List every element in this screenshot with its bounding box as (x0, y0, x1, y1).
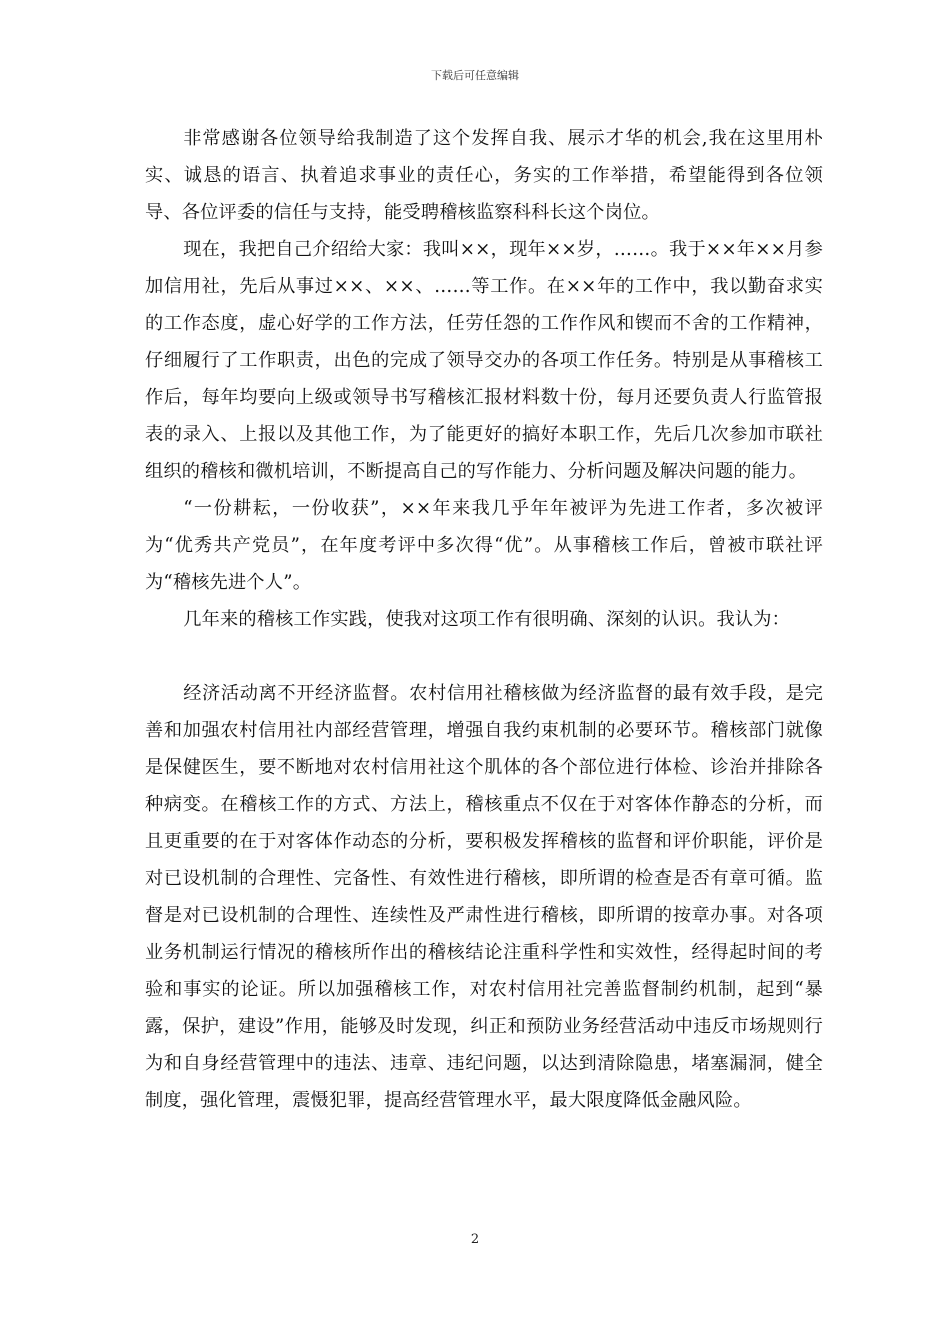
page-header: 下载后可任意编辑 (431, 69, 519, 82)
page-number: 2 (470, 1232, 480, 1247)
paragraph-spacer (145, 638, 823, 675)
paragraph-intro: 非常感谢各位领导给我制造了这个发挥自我、展示才华的机会,我在这里用朴实、诚恳的语言、执着追求事业的责任心，务实的工作举措，希望能得到各位领导、各位评委的信任与支持，能受聘稽核监察科科长这个岗位。 (145, 128, 823, 223)
paragraph-audit-importance: 经济活动离不开经济监督。农村信用社稽核做为经济监督的最有效手段，是完善和加强农村信用社内部经营管理，增强自我约束机制的必要环节。稽核部门就像是保健医生，要不断地对农村信用社这个肌体的各个部位进行体检、诊治并排除各种病变。在稽核工作的方式、方法上，稽核重点不仅在于对客体作静态的分析，而且更重要的在于对客体作动态的分析，要积极发挥稽核的监督和评价职能，评价是对已设机制的合理性、完备性、有效性进行稽核，即所谓的检查是否有章可循。监督是对已设机制的合理性、连续性及严肃性进行稽核，即所谓的按章办事。对各项业务机制运行情况的稽核所作出的稽核结论注重科学性和实效性，经得起时间的考验和事实的论证。所以加强稽核工作，对农村信用社完善监督制约机制，起到“暴露，保护，建设”作用，能够及时发现，纠正和预防业务经营活动中违反市场规则行为和自身经营管理中的违法、违章、违纪问题，以达到清除隐患，堵塞漏洞，健全制度，强化管理，震慑犯罪，提高经营管理水平，最大限度降低金融风险。 (145, 683, 823, 1111)
paragraph-understanding: 几年来的稽核工作实践，使我对这项工作有很明确、深刻的认识。我认为： (183, 609, 791, 630)
paragraph-self-introduction: 现在，我把自己介绍给大家：我叫××，现年××岁，……。我于××年××月参加信用社，先后从事过××、××、……等工作。在××年的工作中，我以勤奋求实的工作态度，虚心好学的工作方法，任劳任怨的工作作风和锲而不舍的工作精神，仔细履行了工作职责，出色的完成了领导交办的各项工作任务。特别是从事稽核工作后，每年均要向上级或领导书写稽核汇报材料数十份，每月还要负责人行监管报表的录入、上报以及其他工作，为了能更好的搞好本职工作，先后几次参加市联社组织的稽核和微机培训，不断提高自己的写作能力、分析问题及解决问题的能力。 (145, 239, 823, 482)
document-body (145, 120, 823, 1119)
paragraph-achievements: “一份耕耘，一份收获”，××年来我几乎年年被评为先进工作者，多次被评为“优秀共产党员”，在年度考评中多次得“优”。从事稽核工作后，曾被市联社评为“稽核先进个人”。 (145, 498, 823, 593)
